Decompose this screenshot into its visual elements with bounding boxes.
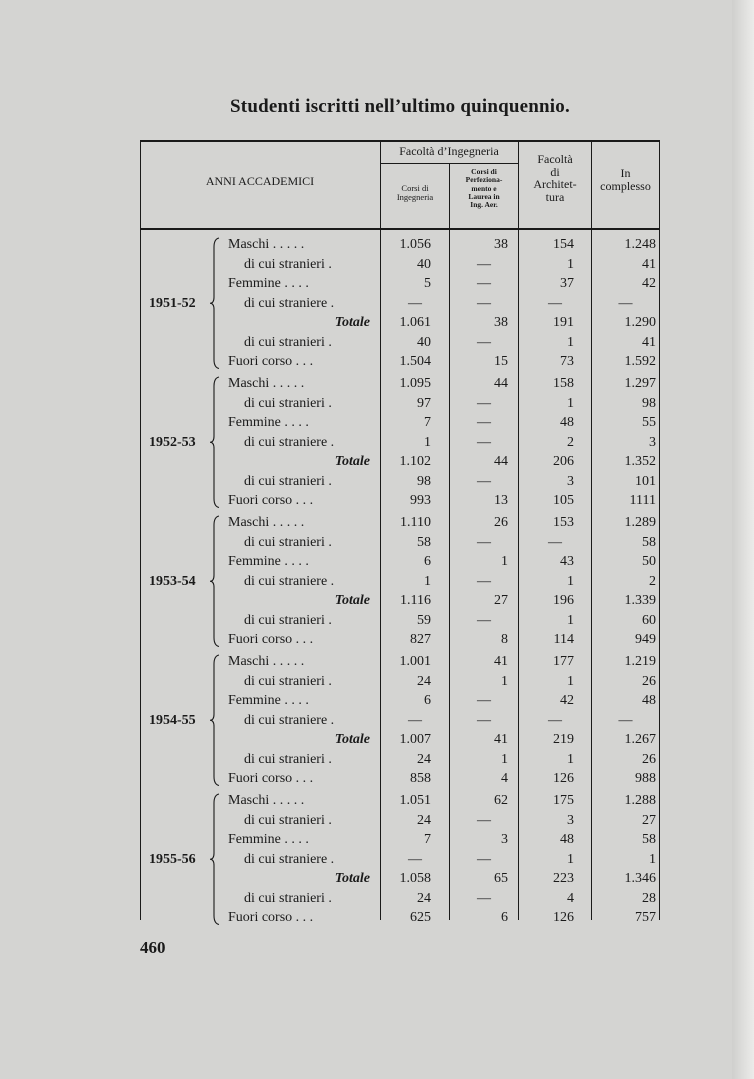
row-label: di cui straniere .	[244, 573, 335, 589]
value-cell: 26	[642, 673, 656, 689]
row-label: Fuori corso . . .	[228, 910, 314, 925]
value-cell: —	[477, 295, 491, 311]
value-cell: 41	[494, 654, 508, 669]
value-cell: 1	[567, 256, 574, 272]
row-label: Totale	[334, 593, 370, 608]
row-label: di cui stranieri .	[244, 534, 332, 550]
value-cell: 4	[501, 771, 508, 786]
value-cell: 6	[501, 910, 508, 925]
value-cell: 1.290	[624, 315, 656, 330]
value-cell: 24	[417, 812, 431, 828]
row-label: di cui stranieri .	[244, 812, 332, 828]
value-cell: 60	[642, 612, 656, 628]
value-cell: 7	[424, 832, 431, 847]
h-co-line: complesso	[600, 179, 651, 194]
row-label: Totale	[334, 732, 370, 747]
row-label: di cui stranieri .	[244, 612, 332, 628]
value-cell: —	[477, 890, 491, 906]
value-cell: 27	[642, 812, 656, 828]
year-brace	[209, 515, 221, 648]
value-cell: 1.352	[624, 454, 656, 469]
value-cell: 62	[494, 793, 508, 808]
year-label: 1955-56	[149, 851, 196, 867]
value-cell: 3	[567, 812, 574, 828]
value-cell: —	[477, 415, 491, 430]
value-cell: 988	[635, 771, 656, 786]
row-label: Maschi . . . . .	[228, 793, 305, 808]
value-cell: 43	[560, 554, 574, 569]
value-cell: 1.116	[400, 593, 431, 608]
value-cell: 1	[567, 334, 574, 350]
row-label: Femmine . . . .	[228, 832, 309, 847]
value-cell: 1	[501, 554, 508, 569]
value-cell: 6	[424, 554, 431, 569]
value-cell: 38	[494, 237, 508, 252]
header-corsi-ingegneria	[381, 184, 449, 203]
value-cell: 65	[494, 871, 508, 886]
page-number: 460	[140, 938, 166, 957]
students-table	[140, 140, 660, 925]
row-label: Maschi . . . . .	[228, 376, 305, 391]
value-cell: —	[477, 276, 491, 291]
value-cell: 1	[567, 612, 574, 628]
value-cell: 38	[494, 315, 508, 330]
value-cell: —	[477, 693, 491, 708]
value-cell: 101	[635, 473, 656, 489]
value-cell: —	[408, 851, 422, 867]
h-ar-line: tura	[545, 189, 565, 204]
value-cell: 26	[642, 751, 656, 767]
value-cell: 7	[424, 415, 431, 430]
value-cell: 1.339	[624, 593, 656, 608]
value-cell: 1.061	[399, 315, 431, 330]
value-cell: 50	[642, 554, 656, 569]
value-cell: 40	[417, 256, 431, 272]
value-cell: 993	[410, 493, 431, 508]
value-cell: —	[477, 812, 491, 828]
value-cell: 154	[553, 237, 574, 252]
value-cell: 3	[649, 434, 656, 450]
row-label: Femmine . . . .	[228, 415, 309, 430]
value-cell: 158	[553, 376, 574, 391]
h-cp-line: Corsi di	[471, 167, 497, 176]
value-cell: 58	[417, 534, 431, 550]
value-cell: 44	[494, 454, 508, 469]
value-cell: 1.058	[399, 871, 431, 886]
h-co-line: In	[620, 166, 631, 180]
value-cell: 175	[553, 793, 574, 808]
value-cell: —	[548, 534, 562, 550]
value-cell: 48	[560, 832, 574, 847]
value-cell: 1	[567, 673, 574, 689]
vline-1	[140, 140, 141, 920]
h-ar-line: di	[550, 164, 560, 179]
value-cell: 6	[424, 693, 431, 708]
value-cell: —	[548, 712, 562, 728]
value-cell: 5	[424, 276, 431, 291]
header-architettura	[519, 153, 591, 203]
value-cell: —	[477, 712, 491, 728]
value-cell: —	[408, 712, 422, 728]
year-label: 1951-52	[149, 295, 196, 311]
value-cell: 3	[501, 832, 508, 847]
value-cell: 1.095	[399, 376, 431, 391]
value-cell: 153	[553, 515, 574, 530]
value-cell: 24	[417, 751, 431, 767]
value-cell: 98	[417, 473, 431, 489]
value-cell: 827	[410, 632, 431, 647]
value-cell: 1	[567, 851, 574, 867]
row-label: di cui stranieri .	[244, 334, 332, 350]
row-label: Maschi . . . . .	[228, 654, 305, 669]
header-anni: ANNI ACCADEMICI	[205, 174, 315, 188]
value-cell: 3	[567, 473, 574, 489]
value-cell: 1.297	[624, 376, 656, 391]
value-cell: 13	[494, 493, 508, 508]
row-label: Fuori corso . . .	[228, 632, 314, 647]
h-cp-line: Perfeziona-	[465, 175, 503, 185]
value-cell: 191	[553, 315, 574, 330]
row-label: Maschi . . . . .	[228, 237, 305, 252]
value-cell: —	[477, 851, 491, 867]
h-cp-line: Laurea in	[468, 191, 500, 201]
value-cell: 1.051	[399, 793, 431, 808]
value-cell: 219	[553, 732, 574, 747]
value-cell: 858	[410, 771, 431, 786]
value-cell: 48	[560, 415, 574, 430]
value-cell: —	[548, 295, 562, 311]
row-label: di cui stranieri .	[244, 890, 332, 906]
row-label: Totale	[334, 454, 370, 469]
value-cell: 1.110	[400, 515, 431, 530]
year-brace	[209, 654, 221, 787]
table-top-rule	[140, 140, 660, 142]
h-ar-line: Architet-	[533, 177, 577, 192]
row-label: di cui stranieri .	[244, 751, 332, 767]
value-cell: 24	[417, 673, 431, 689]
value-cell: 1	[501, 673, 508, 689]
value-cell: —	[477, 612, 491, 628]
value-cell: 206	[553, 454, 574, 469]
row-label: Maschi . . . . .	[228, 515, 305, 530]
row-label: di cui straniere .	[244, 712, 335, 728]
h-cp-line: Ing. Aer.	[470, 200, 498, 209]
value-cell: 41	[642, 334, 656, 350]
value-cell: 4	[567, 890, 574, 906]
value-cell: 27	[494, 593, 508, 608]
value-cell: 55	[642, 415, 656, 430]
value-cell: 98	[642, 395, 656, 411]
value-cell: 1	[567, 395, 574, 411]
row-label: Fuori corso . . .	[228, 493, 314, 508]
value-cell: 41	[494, 732, 508, 747]
h-ar-line: Facoltà	[537, 152, 573, 166]
header-bottom-rule	[140, 228, 660, 230]
row-label: Femmine . . . .	[228, 554, 309, 569]
year-brace	[209, 376, 221, 509]
header-ingegneria-group: Facoltà d’Ingegneria	[399, 144, 499, 158]
value-cell: 44	[494, 376, 508, 391]
value-cell: 73	[560, 354, 574, 369]
value-cell: 126	[553, 910, 574, 925]
value-cell: 126	[553, 771, 574, 786]
year-label: 1954-55	[149, 712, 196, 728]
value-cell: —	[477, 256, 491, 272]
year-brace	[209, 793, 221, 926]
row-label: di cui stranieri .	[244, 256, 332, 272]
value-cell: 42	[642, 276, 656, 291]
value-cell: 26	[494, 515, 508, 530]
value-cell: 48	[642, 693, 656, 708]
value-cell: 24	[417, 890, 431, 906]
row-label: di cui straniere .	[244, 295, 335, 311]
value-cell: 1.056	[399, 237, 431, 252]
value-cell: 42	[560, 693, 574, 708]
value-cell: 1.007	[399, 732, 431, 747]
value-cell: 59	[417, 612, 431, 628]
h-cp-line: mento e	[471, 183, 497, 193]
value-cell: 58	[642, 832, 656, 847]
value-cell: 1	[424, 573, 431, 589]
header-corsi-perfezionamento	[450, 168, 518, 209]
value-cell: 1.267	[624, 732, 656, 747]
value-cell: —	[477, 534, 491, 550]
value-cell: 1111	[629, 493, 656, 508]
value-cell: 1	[567, 751, 574, 767]
value-cell: 1.248	[624, 237, 656, 252]
value-cell: 1.001	[399, 654, 431, 669]
value-cell: 1	[424, 434, 431, 450]
value-cell: 37	[560, 276, 574, 291]
row-label: di cui stranieri .	[244, 473, 332, 489]
value-cell: 757	[635, 910, 656, 925]
value-cell: 1.289	[624, 515, 656, 530]
value-cell: 196	[553, 593, 574, 608]
value-cell: 1	[501, 751, 508, 767]
page-edge	[732, 0, 754, 1079]
value-cell: 177	[553, 654, 574, 669]
h-ci-line: Corsi di	[401, 183, 429, 193]
row-label: Totale	[334, 315, 370, 330]
h-ci-line: Ingegneria	[396, 192, 434, 203]
value-cell: 15	[494, 354, 508, 369]
row-label: di cui straniere .	[244, 851, 335, 867]
row-label: Femmine . . . .	[228, 276, 309, 291]
value-cell: 97	[417, 395, 431, 411]
value-cell: 625	[410, 910, 431, 925]
value-cell: 1.504	[399, 354, 431, 369]
row-label: Fuori corso . . .	[228, 354, 314, 369]
value-cell: —	[408, 295, 422, 311]
value-cell: 28	[642, 890, 656, 906]
year-label: 1952-53	[149, 434, 196, 450]
value-cell: 1.346	[624, 871, 656, 886]
year-label: 1953-54	[149, 573, 196, 589]
value-cell: 2	[649, 573, 656, 589]
value-cell: —	[477, 334, 491, 350]
value-cell: —	[477, 395, 491, 411]
value-cell: —	[477, 573, 491, 589]
value-cell: —	[477, 434, 491, 450]
value-cell: 8	[501, 632, 508, 647]
row-label: di cui stranieri .	[244, 395, 332, 411]
value-cell: 223	[553, 871, 574, 886]
value-cell: 114	[553, 632, 574, 647]
value-cell: 1.288	[624, 793, 656, 808]
vline-6	[659, 140, 660, 920]
year-brace	[209, 237, 221, 370]
value-cell: 2	[567, 434, 574, 450]
value-cell: 40	[417, 334, 431, 350]
row-label: di cui stranieri .	[244, 673, 332, 689]
value-cell: 1.102	[399, 454, 431, 469]
row-label: di cui straniere .	[244, 434, 335, 450]
header-complesso	[592, 167, 659, 193]
value-cell: —	[618, 712, 633, 728]
value-cell: —	[618, 295, 633, 311]
value-cell: 1	[649, 851, 656, 867]
value-cell: 1	[567, 573, 574, 589]
row-label: Fuori corso . . .	[228, 771, 314, 786]
row-label: Femmine . . . .	[228, 693, 309, 708]
value-cell: 58	[642, 534, 656, 550]
value-cell: —	[477, 473, 491, 489]
value-cell: 949	[635, 632, 656, 647]
value-cell: 1.592	[624, 354, 656, 369]
value-cell: 41	[642, 256, 656, 272]
value-cell: 1.219	[624, 654, 656, 669]
page-title: Studenti iscritti nell’ultimo quinquennio.	[230, 96, 570, 117]
value-cell: 105	[553, 493, 574, 508]
row-label: Totale	[334, 871, 370, 886]
